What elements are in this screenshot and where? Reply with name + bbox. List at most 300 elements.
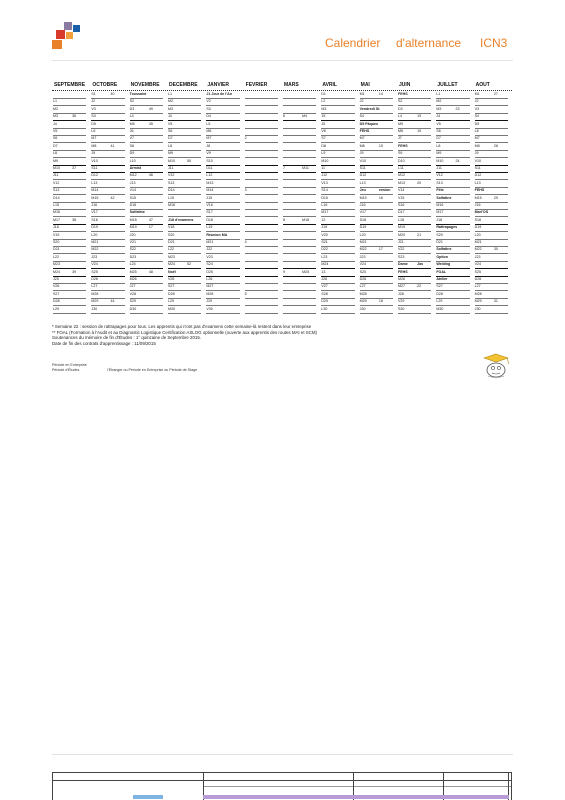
calendar-cell: M19 xyxy=(129,225,137,230)
calendar-cell: D14 xyxy=(53,195,60,200)
calendar-cell: V6 xyxy=(321,129,326,133)
calendar-cell: S23 xyxy=(398,254,405,259)
calendar-cell: M7 xyxy=(359,136,365,141)
calendar-cell: J30 xyxy=(474,306,481,311)
calendar-cell: J11 xyxy=(53,173,59,178)
calendar-cell: 45 xyxy=(148,121,153,126)
calendar-cell: J2 xyxy=(359,99,364,104)
month-label: JUIN xyxy=(399,82,411,88)
calendar-cell: D7 xyxy=(168,136,173,141)
calendar-cell: 37 xyxy=(72,166,77,170)
calendar-cell: M1 xyxy=(359,92,365,96)
calendar-cell: 38 xyxy=(72,217,77,222)
month-label: SEPTEMBRE xyxy=(54,82,86,88)
legend xyxy=(52,363,197,373)
calendar-cell: J4 xyxy=(436,114,441,119)
calendar-cell: J23 xyxy=(359,254,366,259)
calendar-cell: S18 xyxy=(91,217,98,222)
calendar-cell: FEHS xyxy=(474,188,485,193)
month-label: AVRIL xyxy=(322,82,337,88)
calendar-cell: D21 xyxy=(168,240,175,244)
calendar-cell: J16 xyxy=(91,203,98,207)
calendar-row xyxy=(52,196,512,203)
calendar-cell: 5 xyxy=(244,291,247,296)
calendar-cell: Jas xyxy=(417,262,424,267)
calendar-cell: S15 xyxy=(129,195,137,200)
row-rule xyxy=(91,313,124,314)
calendar-cell: S17 xyxy=(206,210,213,215)
calendar-cell: J9 xyxy=(474,151,479,156)
footnote-3: Soutenances du mémoire de fin d'Études : 1° quinzaine de Septembre 2015. xyxy=(52,335,202,341)
calendar-cell: M30 xyxy=(168,306,175,311)
calendar-cell: L4 xyxy=(129,114,134,119)
calendar-cell: S1 xyxy=(91,92,96,96)
calendar-cell: J8 xyxy=(206,143,211,148)
calendar-cell: S11 xyxy=(91,166,98,170)
calendar-row xyxy=(52,188,512,195)
calendar-cell: D10 xyxy=(398,158,405,163)
calendar-cell: S18 xyxy=(359,217,367,222)
calendar-cell: Toussaint xyxy=(129,92,147,96)
calendar-cell: V17 xyxy=(91,210,98,215)
calendar-cell: J4 xyxy=(53,121,57,126)
calendar-cell: J12 xyxy=(321,173,328,178)
calendar-cell: 8 xyxy=(283,217,285,222)
calendar-cell: L30 xyxy=(321,306,328,311)
calendar-cell: 50 xyxy=(187,158,192,163)
calendar-cell: L8 xyxy=(168,143,172,148)
calendar-row xyxy=(52,99,512,106)
calendar-cell: 16 xyxy=(378,195,383,200)
calendar-cell: M25 xyxy=(302,269,310,274)
month-header xyxy=(52,82,512,90)
month-label: MAI xyxy=(360,82,370,88)
calendar-cell: FEHS xyxy=(398,92,408,96)
row-rule xyxy=(321,313,354,314)
calendar-cell: S10 xyxy=(206,158,213,163)
calendar-cell: M17 xyxy=(321,210,329,215)
row-rule xyxy=(436,313,469,314)
calendar-row xyxy=(52,114,512,121)
calendar-cell: J25 xyxy=(53,277,59,281)
month-label: OCTOBRE xyxy=(92,82,118,88)
month-label: AOUT xyxy=(475,82,490,88)
calendar-cell: M29 xyxy=(359,299,367,304)
footnotes xyxy=(52,324,452,346)
calendar-cell: V16 xyxy=(206,203,213,207)
calendar-cell: M7 xyxy=(91,136,97,141)
calendar-cell: M8 xyxy=(474,143,480,148)
row-rule xyxy=(206,313,239,314)
calendar-cell: Option xyxy=(436,254,448,259)
calendar-cell: J4 xyxy=(168,114,172,119)
calendar-cell: Jeu xyxy=(359,188,366,193)
calendar-cell: 44 xyxy=(110,299,115,304)
calendar-row xyxy=(52,173,512,180)
calendar-cell: M16 xyxy=(168,203,175,207)
calendar-cell: L20 xyxy=(474,232,481,237)
calendar-cell: L12 xyxy=(206,173,213,178)
calendar-cell: L23 xyxy=(321,254,328,259)
calendar-cell: 42 xyxy=(110,195,115,200)
calendar-cell: M16 xyxy=(53,210,60,215)
calendar-row xyxy=(52,144,512,151)
month-header-divider xyxy=(52,90,512,91)
calendar-cell: L1 xyxy=(53,99,57,104)
calendar-row xyxy=(52,151,512,158)
calendar-cell: L13 xyxy=(474,180,481,185)
calendar-cell: M7 xyxy=(474,136,480,141)
calendar-cell: D5 Pâques xyxy=(359,121,379,126)
row-rule xyxy=(398,313,431,314)
blue-bar xyxy=(133,795,163,799)
calendar-cell: L15 xyxy=(53,203,59,207)
calendar-cell: M4 xyxy=(302,114,308,119)
calendar-cell: M3 xyxy=(436,106,442,111)
calendar-cell: M18 xyxy=(302,217,310,222)
calendar-cell: L27 xyxy=(359,284,366,289)
calendar-cell: M10 xyxy=(53,166,60,170)
month-label: JUILLET xyxy=(437,82,458,88)
calendar-cell: M30 xyxy=(436,306,444,311)
calendar-cell: M29 xyxy=(474,299,482,304)
calendar-cell: M14 xyxy=(206,188,214,193)
calendar-cell: Dame xyxy=(398,262,408,267)
calendar-cell: V17 xyxy=(359,210,367,215)
calendar-cell: M27 xyxy=(206,284,214,289)
footnote-4: Date de fin des contrats d'apprentissage : 11/09/2015 xyxy=(52,340,156,346)
row-rule xyxy=(168,313,201,314)
calendar-cell: V5 xyxy=(436,121,441,126)
calendar-cell: L15 xyxy=(168,195,174,200)
calendar-cell: L16 xyxy=(321,203,328,207)
legend-internship: ise ou Période de Stage xyxy=(158,368,198,372)
calendar-cell: 52 xyxy=(187,262,192,267)
calendar-cell: M3 xyxy=(321,106,327,111)
calendar-cell: D30 xyxy=(129,306,137,311)
calendar-cell: M27 xyxy=(398,284,405,289)
calendar-cell: M3 xyxy=(168,106,173,111)
calendar-cell: Vendredi St xyxy=(359,106,380,111)
calendar-cell: J1 Jour de l'An xyxy=(206,92,232,96)
calendar-cell: J11 xyxy=(436,166,442,170)
calendar-cell: J5 xyxy=(321,121,326,126)
calendar-cell: V10 xyxy=(91,158,98,163)
calendar-cell: V28 xyxy=(129,291,137,296)
calendar-cell: 19 xyxy=(417,114,422,119)
calendar-cell: FEHS xyxy=(398,269,408,274)
month-label: FEVRIER xyxy=(245,82,268,88)
calendar-cell: Welding xyxy=(436,262,451,267)
calendar-cell: J7 xyxy=(398,136,402,141)
calendar-cell: S29 xyxy=(129,299,137,304)
calendar-cell: L27 xyxy=(91,284,98,289)
month-label: DECEMBRE xyxy=(169,82,198,88)
calendar-cell: 17 xyxy=(148,225,153,230)
calendar-cell: J2 xyxy=(91,99,96,104)
calendar-cell: L20 xyxy=(359,232,366,237)
calendar-cell: V20 xyxy=(321,232,328,237)
calendar-cell: M19 xyxy=(398,225,405,230)
calendar-cell: V14 xyxy=(129,188,137,193)
calendar-cell: Atelier xyxy=(436,277,448,281)
calendar-cell: M26 xyxy=(398,277,405,281)
calendar-row xyxy=(52,233,512,240)
calendar-cell: M23 xyxy=(53,262,60,267)
calendar-cell: 46 xyxy=(148,173,153,178)
calendar-cell: 22 xyxy=(417,284,422,289)
calendar-cell: M13 xyxy=(398,180,405,185)
calendar-cell: M10 xyxy=(436,158,444,163)
calendar-cell: M3 xyxy=(53,114,58,119)
calendar-cell: L5 xyxy=(206,121,211,126)
calendar-cell: D29 xyxy=(321,299,328,304)
calendar-cell: V26 xyxy=(168,277,175,281)
calendar-cell: D4 xyxy=(206,114,211,119)
calendar-cell: FEHS xyxy=(359,129,370,133)
calendar-cell: 7 xyxy=(283,166,285,170)
calendar-cell: M6 xyxy=(398,129,403,133)
calendar-cell: M21 xyxy=(206,240,214,244)
legend-studies: Période d'Études xyxy=(52,368,80,372)
calendar-cell: 28 xyxy=(493,143,498,148)
calendar-cell: M7 xyxy=(206,136,212,141)
calendar-cell: J19 xyxy=(321,225,328,230)
calendar-cell: D7 xyxy=(436,136,441,141)
calendar-row xyxy=(52,136,512,143)
calendar-cell: J30 xyxy=(359,306,366,311)
calendar-cell: M28 xyxy=(359,291,367,296)
calendar-cell: L20 xyxy=(91,232,98,237)
calendar-cell: J2 xyxy=(474,99,479,104)
calendar-cell: L1 xyxy=(168,92,172,96)
calendar-cell: V5 xyxy=(53,129,58,133)
calendar-cell: Noël xyxy=(168,269,176,274)
calendar-cell: S7 xyxy=(321,136,326,141)
calendar-cell: V13 xyxy=(321,180,328,185)
row-rule xyxy=(245,313,278,314)
bottom-divider xyxy=(52,754,513,755)
calendar-row xyxy=(52,122,512,129)
calendar-cell: L9 xyxy=(321,151,326,156)
calendar-cell: 3 xyxy=(244,188,247,193)
calendar-cell: V12 xyxy=(53,180,60,185)
calendar-cell: S14 xyxy=(321,188,328,193)
calendar-cell: S4 xyxy=(91,114,96,119)
calendar-cell: M25 xyxy=(129,269,137,274)
calendar-cell: J16 xyxy=(474,203,481,207)
calendar-cell: Fête xyxy=(436,188,444,193)
calendar-cell: V14 xyxy=(398,188,405,193)
calendar-cell: M5 xyxy=(398,121,403,126)
calendar-cell: 30 xyxy=(493,247,498,252)
calendar-cell: J20 xyxy=(129,232,136,237)
calendar-cell: D15 xyxy=(321,195,328,200)
calendar-cell: V15 xyxy=(398,195,405,200)
calendar-cell: M8 xyxy=(91,143,97,148)
calendar-row xyxy=(52,159,512,166)
calendar-cell: Solfatine xyxy=(436,247,452,252)
calendar-cell: M2 xyxy=(168,99,173,104)
calendar-cell: L29 xyxy=(436,299,443,304)
calendar-cell: S11 xyxy=(474,166,481,170)
calendar-cell: S4 xyxy=(474,114,480,119)
calendar-cell: 17 xyxy=(378,247,383,252)
calendar-cell: 19 xyxy=(417,129,422,133)
calendar-cell: D28 xyxy=(436,291,443,296)
calendar-cell: M23 xyxy=(168,254,175,259)
calendar-cell: D12 xyxy=(474,173,482,178)
calendar-cell: D16 xyxy=(129,203,137,207)
calendar-cell: Réunion MA xyxy=(206,232,228,237)
calendar-cell: M2 xyxy=(436,99,442,104)
calendar-cell: S2 xyxy=(398,99,403,104)
calendar-grid xyxy=(52,92,512,312)
calendar-cell: V27 xyxy=(321,284,328,289)
calendar-cell: V23 xyxy=(206,254,213,259)
calendar-row xyxy=(52,107,512,114)
calendar-cell: J21 xyxy=(398,240,404,244)
calendar-cell: M10 xyxy=(321,158,329,163)
calendar-cell: 12 xyxy=(321,217,326,222)
calendar-cell: V24 xyxy=(474,262,482,267)
calendar-cell: J18 xyxy=(436,217,443,222)
calendar-cell: J26 xyxy=(321,277,328,281)
calendar-cell: D5 xyxy=(91,121,96,126)
calendar-cell: V5 xyxy=(168,121,173,126)
calendar-cell: S13 xyxy=(436,180,443,185)
row-rule xyxy=(130,313,163,314)
calendar-cell: M28 xyxy=(91,291,99,296)
calendar-cell: L22 xyxy=(168,247,174,252)
calendar-cell: D26 xyxy=(91,277,98,281)
calendar-cell: M9 xyxy=(53,158,58,163)
calendar-cell: M17 xyxy=(436,210,444,215)
calendar-cell: D11 xyxy=(206,166,213,170)
calendar-cell: M12 xyxy=(129,173,137,178)
calendar-cell: M18 xyxy=(129,217,137,222)
calendar-cell: L11 xyxy=(398,166,404,170)
calendar-cell: 36 xyxy=(72,114,77,119)
calendar-cell: FOAL xyxy=(436,269,447,274)
calendar-row xyxy=(52,262,512,269)
calendar-cell: D3 xyxy=(129,106,135,111)
calendar-cell: M8 xyxy=(359,143,365,148)
calendar-cell: M22 xyxy=(359,247,367,252)
calendar-cell: M28 xyxy=(474,291,482,296)
calendar-cell: 14 xyxy=(378,92,383,96)
calendar-cell: 41 xyxy=(110,143,115,148)
calendar-cell: J9 xyxy=(359,151,364,156)
calendar-cell: J15 xyxy=(206,195,213,200)
calendar-cell: D12 xyxy=(359,173,367,178)
calendar-cell: L4 xyxy=(398,114,402,119)
calendar-cell: D21 xyxy=(436,240,443,244)
title-divider xyxy=(52,60,513,61)
calendar-cell: 47 xyxy=(148,217,153,222)
calendar-row xyxy=(52,284,512,291)
calendar-cell: M15 xyxy=(91,195,99,200)
calendar-cell: S16 xyxy=(398,203,405,207)
calendar-cell: J6 xyxy=(129,129,134,133)
calendar-cell: S30 xyxy=(398,306,405,311)
calendar-cell: V21 xyxy=(129,240,137,244)
calendar-cell: S20 xyxy=(168,232,175,237)
calendar-row xyxy=(52,203,512,210)
calendar-row xyxy=(52,240,512,247)
calendar-cell: L29 xyxy=(53,306,59,311)
calendar-cell: V24 xyxy=(359,262,367,267)
calendar-cell: M24 xyxy=(321,262,329,267)
calendar-cell: V18 xyxy=(168,225,175,230)
calendar-cell: S25 xyxy=(91,269,98,274)
calendar-cell: 48 xyxy=(148,269,153,274)
calendar-cell: S8 xyxy=(129,143,135,148)
row-rule xyxy=(360,313,393,314)
calendar-cell: 31 xyxy=(493,299,498,304)
calendar-cell: 29 xyxy=(493,195,498,200)
calendar-row xyxy=(52,92,512,99)
month-label: MARS xyxy=(284,82,299,88)
calendar-cell: M9 xyxy=(168,151,173,156)
calendar-cell: D22 xyxy=(321,247,328,252)
calendar-cell: M21 xyxy=(91,240,99,244)
calendar-cell: L8 xyxy=(436,143,441,148)
calendar-cell: M14 xyxy=(91,188,99,193)
calendar-cell: S27 xyxy=(53,291,60,296)
month-label: NOVEMBRE xyxy=(130,82,160,88)
calendar-cell: Marl'OS xyxy=(474,210,489,215)
calendar-cell: S11 xyxy=(359,166,366,170)
calendar-cell: V7 xyxy=(129,136,135,141)
calendar-cell: V10 xyxy=(474,158,482,163)
calendar-cell: J11 xyxy=(168,166,174,170)
row-rule xyxy=(475,313,508,314)
calendar-row xyxy=(52,225,512,232)
calendar-cell: S4 xyxy=(359,114,365,119)
calendar-row xyxy=(52,277,512,284)
calendar-cell: D5 xyxy=(474,121,480,126)
footnote-1: * Semaine 22 : session de rattrapages pour tous. Les apprentis qui n'ont pas d'examens cette semaine-là restent dans leur entreprise xyxy=(52,324,312,329)
month-label: JANVIER xyxy=(207,82,230,88)
calendar-cell: L18 xyxy=(398,217,404,222)
calendar-cell: V9 xyxy=(206,151,211,156)
calendar-cell: L1 xyxy=(436,92,441,96)
calendar-cell: S6 xyxy=(168,129,173,133)
calendar-cell: D25 xyxy=(206,269,213,274)
calendar-cell: Armist xyxy=(129,166,142,170)
calendar-row xyxy=(52,247,512,254)
calendar-cell: V26 xyxy=(53,284,60,289)
calendar-cell: S2 xyxy=(129,99,135,104)
calendar-cell: M24 xyxy=(53,269,60,274)
calendar-cell: 24 xyxy=(455,158,460,163)
calendar-cell: M28 xyxy=(206,291,214,296)
calendar-cell: M15 xyxy=(359,195,367,200)
calendar-cell: L6 xyxy=(474,129,479,133)
calendar-cell: V12 xyxy=(436,173,443,178)
calendar-cell: ension xyxy=(378,188,391,193)
calendar-cell: 21 xyxy=(417,232,422,237)
calendar-cell: L13 xyxy=(91,180,98,185)
calendar-cell: 2 xyxy=(244,136,247,141)
calendar-cell: Solfatine xyxy=(129,210,145,215)
calendar-cell: D3 xyxy=(398,106,403,111)
calendar-cell: 9 xyxy=(283,269,285,274)
calendar-cell: J16 xyxy=(359,203,366,207)
calendar-cell: Solfatine xyxy=(436,195,452,200)
calendar-cell: V2 xyxy=(206,99,211,104)
